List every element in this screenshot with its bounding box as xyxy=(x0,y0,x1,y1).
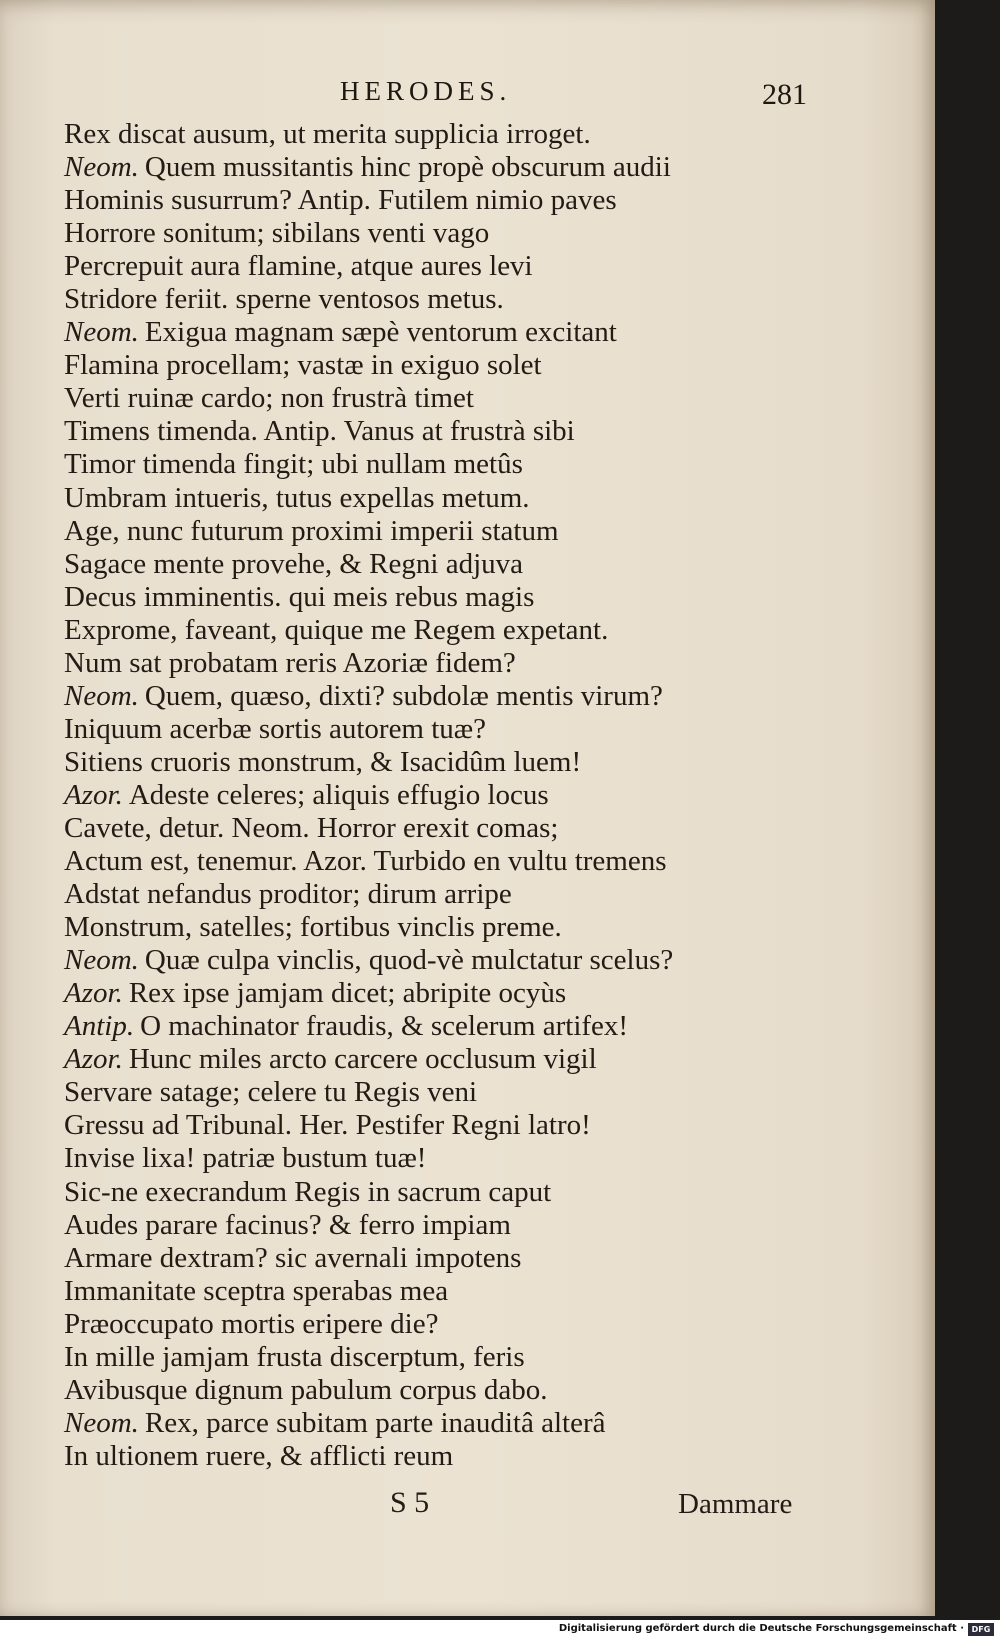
speaker-label: Azor. xyxy=(64,778,123,811)
verse-text: Præoccupato mortis eripere die? xyxy=(64,1307,439,1340)
verse-text: Sic-ne execrandum Regis in sacrum caput xyxy=(64,1175,552,1208)
verse-line xyxy=(64,250,824,283)
verse-line xyxy=(64,1043,824,1076)
verse-text: In mille jamjam frusta discerptum, feris xyxy=(64,1340,525,1373)
verse-text: Quem mussitantis hinc propè obscurum audii xyxy=(144,151,671,184)
verse-text: Immanitate sceptra sperabas mea xyxy=(64,1274,449,1307)
verse-text: In ultionem ruere, & afflicti reum xyxy=(64,1439,454,1472)
verse-line xyxy=(64,548,824,581)
verse-text: Invise lixa! patriæ bustum tuæ! xyxy=(64,1142,427,1175)
verse-text: Audes parare facinus? & ferro impiam xyxy=(64,1208,511,1241)
verse-text: Quem, quæso, dixti? subdolæ mentis virum? xyxy=(144,679,663,712)
verse-line xyxy=(64,1242,824,1275)
verse-text: Decus imminentis. qui meis rebus magis xyxy=(64,580,535,613)
verse-text: Gressu ad Tribunal. Her. Pestifer Regni latro! xyxy=(64,1109,591,1142)
verse-text: Exigua magnam sæpè ventorum excitant xyxy=(144,316,617,349)
credit-text: Digitalisierung gefördert durch die Deutsche Forschungsgemeinschaft · xyxy=(558,1623,964,1634)
page-number: 281 xyxy=(762,78,807,111)
verse-text: Verti ruinæ cardo; non frustrà timet xyxy=(64,382,474,415)
page-footer xyxy=(0,1486,935,1526)
verse-line xyxy=(64,977,824,1010)
verse-line xyxy=(64,614,824,647)
verse-line xyxy=(64,515,824,548)
running-title: HERODES. xyxy=(340,76,512,106)
verse-line xyxy=(64,911,824,944)
verse-text: Num sat probatam reris Azoriæ fidem? xyxy=(64,646,516,679)
speaker-label: Neom. xyxy=(64,1406,139,1439)
page-header xyxy=(0,76,935,116)
verse-line xyxy=(64,1407,824,1440)
verse-line xyxy=(64,845,824,878)
verse-text: Umbram intueris, tutus expellas metum. xyxy=(64,481,530,514)
verse-line xyxy=(64,151,824,184)
verse-line xyxy=(64,812,824,845)
verse-line xyxy=(64,415,824,448)
verse-text: Quæ culpa vinclis, quod-vè mulctatur scelus? xyxy=(144,944,674,977)
verse-line xyxy=(64,581,824,614)
verse-line xyxy=(64,217,824,250)
verse-text: Iniquum acerbæ sortis autorem tuæ? xyxy=(64,712,487,745)
verse-line xyxy=(64,1275,824,1308)
verse-text: Age, nunc futurum proximi imperii statum xyxy=(64,514,559,547)
verse-text: Hunc miles arcto carcere occlusum vigil xyxy=(128,1043,597,1076)
verse-text: Horrore sonitum; sibilans venti vago xyxy=(64,217,490,250)
verse-line xyxy=(64,1109,824,1142)
verse-line xyxy=(64,1374,824,1407)
verse-line xyxy=(64,878,824,911)
verse-line xyxy=(64,1209,824,1242)
verse-line xyxy=(64,283,824,316)
verse-text-block xyxy=(64,118,824,1473)
verse-text: Flamina procellam; vastæ in exiguo solet xyxy=(64,349,542,382)
dfg-logo: DFG xyxy=(968,1623,994,1636)
digitization-credit-bar xyxy=(0,1620,1000,1640)
verse-line xyxy=(64,779,824,812)
verse-line xyxy=(64,382,824,415)
verse-text: Rex, parce subitam parte inauditâ alterâ xyxy=(144,1406,606,1439)
verse-text: Rex discat ausum, ut merita supplicia irroget. xyxy=(64,118,591,150)
verse-line xyxy=(64,482,824,515)
verse-text: Percrepuit aura flamine, atque aures levi xyxy=(64,250,533,283)
verse-line xyxy=(64,944,824,977)
verse-line xyxy=(64,316,824,349)
verse-text: Cavete, detur. Neom. Horror erexit comas; xyxy=(64,811,559,844)
catchword: Dammare xyxy=(678,1488,793,1520)
verse-line xyxy=(64,349,824,382)
verse-text: Armare dextram? sic avernali impotens xyxy=(64,1241,522,1274)
verse-line xyxy=(64,1010,824,1043)
verse-text: Hominis susurrum? Antip. Futilem nimio paves xyxy=(64,184,617,217)
verse-text: Avibusque dignum pabulum corpus dabo. xyxy=(64,1373,548,1406)
verse-text: Servare satage; celere tu Regis veni xyxy=(64,1076,478,1109)
verse-text: Actum est, tenemur. Azor. Turbido en vultu tremens xyxy=(64,845,667,878)
speaker-label: Neom. xyxy=(64,316,139,349)
verse-text: Adstat nefandus proditor; dirum arripe xyxy=(64,878,512,911)
speaker-label: Azor. xyxy=(64,1043,123,1076)
verse-line xyxy=(64,746,824,779)
verse-text: Rex ipse jamjam dicet; abripite ocyùs xyxy=(128,977,567,1010)
verse-text: Sitiens cruoris monstrum, & Isacidûm luem! xyxy=(64,745,582,778)
verse-line xyxy=(64,1142,824,1175)
verse-line xyxy=(64,1076,824,1109)
signature-mark: S 5 xyxy=(390,1486,430,1519)
verse-line xyxy=(64,448,824,481)
verse-line xyxy=(64,1176,824,1209)
verse-line xyxy=(64,680,824,713)
speaker-label: Neom. xyxy=(64,151,139,184)
verse-text: Timens timenda. Antip. Vanus at frustrà sibi xyxy=(64,415,575,448)
verse-line xyxy=(64,184,824,217)
speaker-label: Neom. xyxy=(64,944,139,977)
verse-line xyxy=(64,1341,824,1374)
speaker-label: Neom. xyxy=(64,679,139,712)
verse-line xyxy=(64,1440,824,1473)
verse-text: Monstrum, satelles; fortibus vinclis preme. xyxy=(64,911,562,944)
speaker-label: Antip. xyxy=(64,1010,135,1043)
verse-text: Stridore feriit. sperne ventosos metus. xyxy=(64,283,504,316)
verse-line xyxy=(64,713,824,746)
verse-line xyxy=(64,118,824,151)
verse-line xyxy=(64,647,824,680)
verse-text: Sagace mente provehe, & Regni adjuva xyxy=(64,547,524,580)
verse-text: Timor timenda fingit; ubi nullam metûs xyxy=(64,448,523,481)
verse-text: O machinator fraudis, & scelerum artifex! xyxy=(140,1010,629,1043)
verse-line xyxy=(64,1308,824,1341)
verse-text: Adeste celeres; aliquis effugio locus xyxy=(128,778,549,811)
verse-text: Exprome, faveant, quique me Regem expetant. xyxy=(64,613,609,646)
speaker-label: Azor. xyxy=(64,977,123,1010)
